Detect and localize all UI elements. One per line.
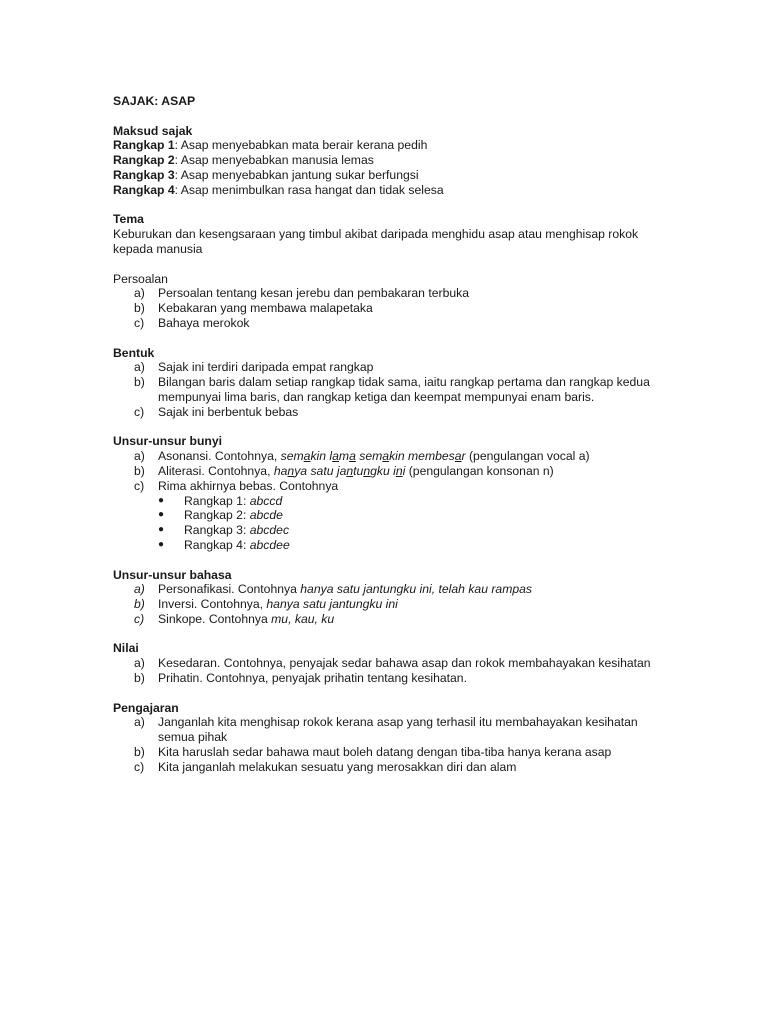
list-marker: a) — [134, 715, 145, 730]
underlined-consonant: n — [395, 463, 403, 478]
tema-text: Keburukan dan kesengsaraan yang timbul akibat daripada menghidu asap atau menghisap rokok kepada manusia — [113, 227, 639, 256]
rima-value: abcdee — [249, 537, 290, 552]
list-item — [113, 612, 673, 627]
example-fragment: m — [338, 449, 350, 464]
list-item-text: Sinkope. Contohnya — [158, 611, 272, 626]
example-fragment: kin l — [310, 449, 333, 464]
list-item-note: (pengulangan konsonan n) — [405, 463, 554, 478]
section-heading-bentuk: Bentuk — [113, 345, 155, 360]
rima-value: abcde — [249, 508, 283, 523]
list-item — [113, 286, 673, 301]
rangkap-meaning: : Asap menyebabkan mata berair kerana pedih — [174, 138, 428, 153]
example-fragment: tu — [353, 463, 364, 478]
section-pengajaran — [113, 701, 673, 775]
rangkap-meaning: : Asap menimbulkan rasa hangat dan tidak selesa — [174, 182, 444, 197]
rima-label: Rangkap 1: — [184, 493, 250, 508]
list-marker: a) — [134, 449, 145, 464]
list-item-text: Kebakaran yang membawa malapetaka — [158, 301, 373, 316]
rangkap-label: Rangkap 2 — [113, 153, 175, 168]
list-marker: c) — [134, 478, 145, 493]
section-bahasa — [113, 568, 673, 627]
list-item-text: Bilangan baris dalam setiap rangkap tidak sama, iaitu rangkap pertama dan rangkap kedua mempunyai lima baris, dan rangkap ketiga dan keempat mempunyai enam baris. — [158, 375, 650, 404]
list-item — [113, 760, 673, 775]
list-item-text: Kita haruslah sedar bahawa maut boleh datang dengan tiba-tiba hanya kerana asap — [158, 745, 612, 760]
underlined-consonant: n — [287, 463, 295, 478]
list-item-text: Sajak ini berbentuk bebas — [158, 404, 299, 419]
rima-value: abcdec — [249, 523, 290, 538]
list-item — [113, 405, 673, 420]
example-fragment: ya satu ja — [294, 463, 347, 478]
example-fragment: i — [402, 463, 406, 478]
rima-label: Rangkap 4: — [184, 537, 250, 552]
underlined-vowel: a — [332, 449, 339, 464]
rangkap-label: Rangkap 3 — [113, 167, 175, 182]
list-marker: b) — [134, 671, 145, 686]
list-marker: a) — [134, 656, 145, 671]
section-persoalan — [113, 272, 673, 331]
section-bentuk — [113, 346, 673, 420]
example-fragment: ha — [273, 463, 288, 478]
maksud-row-4 — [113, 183, 673, 198]
list-item-text: Rima akhirnya bebas. Contohnya — [158, 478, 339, 493]
list-marker: b) — [134, 375, 145, 390]
example-fragment: sem — [280, 449, 304, 464]
list-item-text: Kita janganlah melakukan sesuatu yang merosakkan diri dan alam — [158, 759, 517, 774]
bullet-icon: ● — [158, 509, 165, 521]
rima-label: Rangkap 2: — [184, 508, 250, 523]
list-item — [113, 745, 673, 760]
document-title: SAJAK: ASAP — [113, 94, 196, 108]
maksud-row-3 — [113, 168, 673, 183]
list-marker: c) — [134, 404, 145, 419]
underlined-vowel: a — [382, 449, 390, 464]
list-item — [113, 671, 673, 686]
list-item — [113, 316, 673, 331]
rangkap-label: Rangkap 1 — [113, 138, 175, 153]
list-item-text: Personafikasi. Contohnya — [158, 582, 301, 597]
list-item-text: Sajak ini terdiri daripada empat rangkap — [158, 360, 374, 375]
list-item-asonansi — [113, 449, 673, 464]
maksud-row-1 — [113, 138, 673, 153]
section-maksud — [113, 124, 673, 198]
list-item-text: Janganlah kita menghisap rokok kerana asap yang terhasil itu membahayakan kesihatan semua pihak — [158, 715, 638, 745]
list-item-text: Asonansi. Contohnya, — [158, 449, 281, 464]
example-fragment: kin membes — [389, 449, 455, 464]
list-item — [113, 360, 673, 375]
bullet-icon: ● — [158, 494, 165, 506]
section-heading-tema: Tema — [113, 212, 144, 227]
section-nilai — [113, 641, 673, 685]
example-fragment: gku i — [370, 463, 396, 478]
list-item-text: Bahaya merokok — [158, 315, 250, 330]
section-heading-bahasa: Unsur-unsur bahasa — [113, 567, 232, 582]
rima-value: abccd — [249, 493, 283, 508]
maksud-row-2 — [113, 153, 673, 168]
example-fragment: sem — [355, 449, 383, 464]
rima-item — [113, 494, 673, 509]
rangkap-label: Rangkap 4 — [113, 182, 175, 197]
section-heading-nilai: Nilai — [113, 641, 139, 656]
list-item — [113, 582, 673, 597]
example-fragment: r — [461, 449, 466, 464]
underlined-vowel: a — [303, 449, 311, 464]
section-heading-bunyi: Unsur-unsur bunyi — [113, 434, 223, 449]
section-heading-persoalan: Persoalan — [113, 271, 168, 286]
list-marker: a) — [134, 360, 145, 375]
rangkap-meaning: : Asap menyebabkan jantung sukar berfungsi — [174, 167, 419, 182]
list-marker: b) — [134, 463, 145, 478]
list-item-text: Kesedaran. Contohnya, penyajak sedar bahawa asap dan rokok membahayakan kesihatan — [158, 656, 651, 671]
list-item-text: Inversi. Contohnya, — [158, 597, 267, 612]
rima-item — [113, 508, 673, 523]
list-item — [113, 375, 673, 405]
bullet-icon: ● — [158, 538, 165, 550]
list-item — [113, 597, 673, 612]
list-item-note: (pengulangan vocal a) — [465, 449, 590, 464]
list-marker: c) — [134, 315, 145, 330]
underlined-vowel: a — [454, 449, 462, 464]
example-phrase: mu, kau, ku — [271, 611, 335, 626]
list-item-rima — [113, 479, 673, 494]
rangkap-meaning: : Asap menyebabkan manusia lemas — [174, 153, 374, 168]
underlined-vowel: a — [349, 449, 356, 464]
list-item — [113, 301, 673, 316]
example-phrase: hanya satu jantungku ini, telah kau rampas — [300, 582, 532, 597]
list-item-text: Aliterasi. Contohnya, — [158, 463, 274, 478]
list-marker: a) — [134, 582, 145, 597]
bullet-icon: ● — [158, 524, 165, 536]
list-item-text: Persoalan tentang kesan jerebu dan pembakaran terbuka — [158, 286, 469, 301]
section-heading-maksud: Maksud sajak — [113, 123, 193, 138]
list-marker: b) — [134, 597, 145, 612]
rima-item — [113, 538, 673, 553]
example-phrase — [281, 449, 466, 463]
list-marker: b) — [134, 301, 145, 316]
section-bunyi — [113, 434, 673, 552]
document-content — [113, 94, 673, 789]
list-marker: a) — [134, 286, 145, 301]
list-item — [113, 656, 673, 671]
section-tema — [113, 212, 673, 256]
list-item — [113, 715, 673, 745]
list-marker: c) — [134, 611, 145, 626]
example-phrase — [274, 464, 406, 478]
example-phrase: hanya satu jantungku ini — [266, 597, 398, 612]
underlined-consonant: n — [346, 463, 354, 478]
list-item-text: Prihatin. Contohnya, penyajak prihatin tentang kesihatan. — [158, 671, 467, 686]
rima-item — [113, 523, 673, 538]
list-item-aliterasi — [113, 464, 673, 479]
list-marker: b) — [134, 745, 145, 760]
rima-label: Rangkap 3: — [184, 523, 250, 538]
underlined-consonant: n — [363, 463, 371, 478]
section-heading-pengajaran: Pengajaran — [113, 700, 179, 715]
list-marker: c) — [134, 759, 145, 774]
